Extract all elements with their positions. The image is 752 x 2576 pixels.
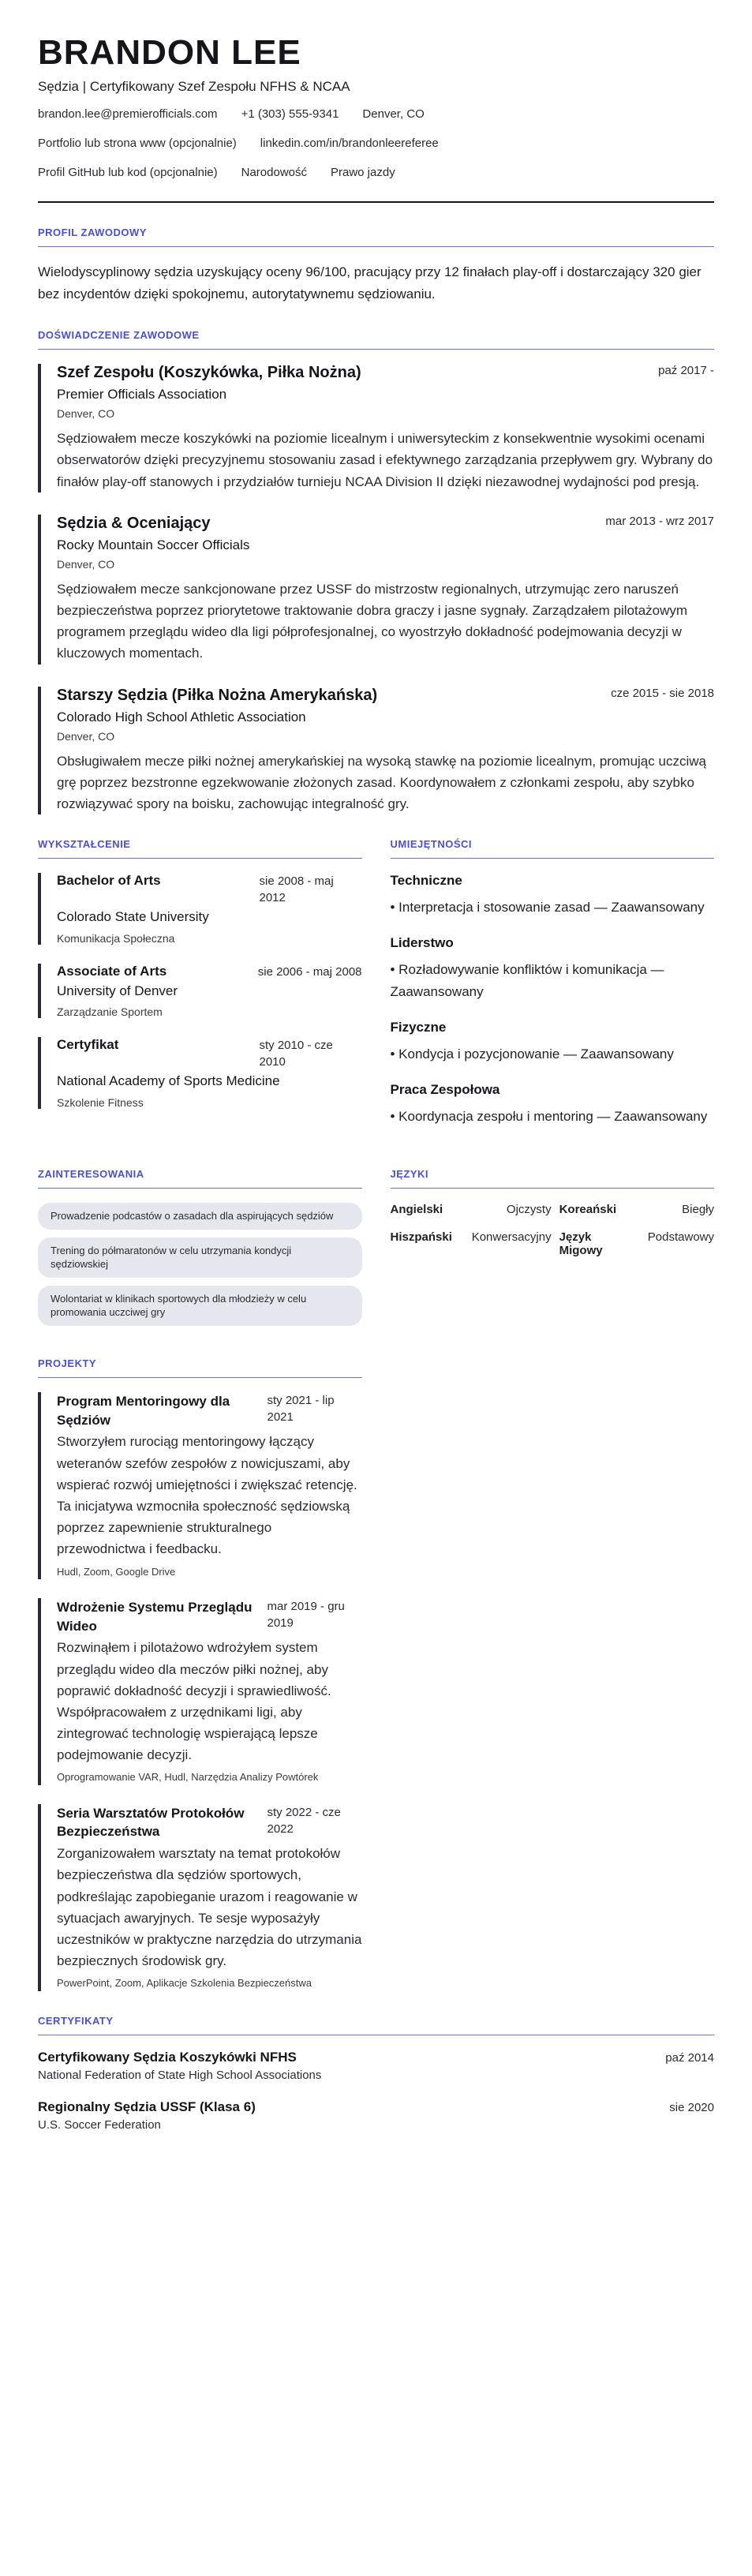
education-entry (38, 873, 362, 945)
language-level: Biegły (682, 1203, 714, 1217)
project-date: sty 2022 - cze 2022 (267, 1805, 341, 1836)
skill-category: Fizyczne (390, 1019, 447, 1035)
experience-date: mar 2013 - wrz 2017 (605, 514, 714, 528)
education-degree: Associate of Arts (57, 963, 167, 979)
project-date: sty 2021 - lip 2021 (267, 1393, 335, 1424)
contact-email[interactable]: brandon.lee@premierofficials.com (38, 107, 218, 122)
languages-grid (391, 1203, 715, 1257)
project-description: Stworzyłem rurociąg mentoringowy łączący weteranów szefów zespołów z nowicjuszami, aby wspierać rozwój umiejętności i zwiększać retencję. Ta inicjatywa wzmocniła społeczność sędziowską poprzez zapewnienie strukturalnego przewodnictwa i feedbacku. (57, 1434, 357, 1557)
experience-date: cze 2015 - sie 2018 (611, 686, 714, 700)
language-level: Podstawowy (647, 1230, 714, 1245)
experience-location: Denver, CO (57, 407, 115, 421)
experience-location: Denver, CO (57, 557, 115, 571)
skill-category: Liderstwo (390, 935, 454, 951)
contact-nationality: Narodowość (241, 166, 307, 180)
certification-issuer: U.S. Soccer Federation (38, 2117, 161, 2132)
interests-languages-row (38, 1168, 714, 1334)
certification-date: sie 2020 (669, 2100, 714, 2114)
experience-description: Sędziowałem mecze koszykówki na poziomie licealnym i uniwersyteckim z konsekwentnie wysokimi ocenami obserwatorów dzięki precyzyjnemu stosowaniu zasad i efektywnego zarządzania przepływem gry. Wybrany do finałów play-off stanowych i przydziałów turnieju NCAA Division II dzięki niezawodnej wydajności pod presją. (57, 431, 713, 489)
language-name: Hiszpański (390, 1230, 452, 1245)
profile-summary: Wielodyscyplinowy sędzia uzyskujący oceny 96/100, pracujący przy 12 finałach play-off i dostarczający 320 gier bez incydentów dzięki spokojnemu, autorytatywnemu sędziowaniu. (38, 264, 701, 302)
projects-column (38, 1357, 362, 2010)
education-school: University of Denver (57, 983, 178, 998)
contact-portfolio[interactable]: Portfolio lub strona www (opcjonalnie) (38, 137, 237, 151)
section-title-experience: DOŚWIADCZENIE ZAWODOWE (38, 329, 714, 350)
project-title: Program Mentoringowy dla Sędziów (57, 1393, 230, 1428)
education-date: sie 2006 - maj 2008 (257, 964, 362, 979)
education-field: Szkolenie Fitness (57, 1096, 144, 1110)
section-title-projects: PROJEKTY (38, 1357, 362, 1378)
skill-item: • Kondycja i pozycjonowanie — Zaawansowany (390, 1046, 674, 1061)
candidate-headline: Sędzia | Certyfikowany Szef Zespołu NFHS & NCAA (38, 79, 350, 95)
education-column (38, 838, 362, 1144)
contact-driving-license: Prawo jazdy (331, 166, 395, 180)
contact-row-2 (38, 137, 714, 150)
languages-column (391, 1168, 715, 1334)
interest-tag: Wolontariat w klinikach sportowych dla młodzieży w celu promowania uczciwej gry (38, 1286, 362, 1326)
education-skills-row (38, 838, 714, 1144)
education-date: sie 2008 - maj 2012 (259, 874, 334, 905)
experience-org: Rocky Mountain Soccer Officials (57, 537, 250, 552)
experience-org: Colorado High School Athletic Association (57, 709, 306, 724)
candidate-name: BRANDON LEE (38, 33, 301, 72)
section-title-certifications: CERTYFIKATY (38, 2015, 714, 2035)
skill-category: Praca Zespołowa (390, 1081, 500, 1097)
skills-column (391, 838, 715, 1144)
education-degree: Certyfikat (57, 1037, 119, 1053)
skill-item: • Rozładowywanie konfliktów i komunikacja — Zaawansowany (390, 962, 664, 999)
interests-column (38, 1168, 362, 1334)
project-title: Wdrożenie Systemu Przeglądu Wideo (57, 1599, 253, 1634)
section-title-interests: ZAINTERESOWANIA (38, 1168, 362, 1189)
experience-description: Sędziowałem mecze sankcjonowane przez USSF do mistrzostw regionalnych, utrzymując zero naruszeń bezpieczeństwa poprzez priorytetowe traktowanie dobra graczy i jasne sygnały. Zarządzałem pilotażowym programem przeglądu wideo dla ligi półprofesjonalnej, co wyostrzyło dokładność podejmowania decyzji w kluczowych momentach. (57, 581, 688, 661)
certification-entry (38, 2050, 714, 2082)
project-entry (38, 1392, 362, 1579)
contact-location: Denver, CO (362, 107, 425, 122)
experience-entry (38, 687, 714, 815)
language-level: Ojczysty (506, 1203, 552, 1217)
interest-tag: Trening do półmaratonów w celu utrzymania kondycji sędziowskiej (38, 1237, 362, 1278)
experience-entry (38, 364, 714, 492)
education-entry (38, 1037, 362, 1109)
skill-item: • Koordynacja zespołu i mentoring — Zaawansowany (390, 1108, 708, 1124)
education-date: sty 2010 - cze 2010 (259, 1039, 333, 1069)
experience-location: Denver, CO (57, 729, 115, 743)
education-entry (38, 964, 362, 1019)
section-title-education: WYKSZTAŁCENIE (38, 838, 362, 859)
experience-entry (38, 515, 714, 665)
skill-item: • Interpretacja i stosowanie zasad — Zaawansowany (390, 900, 705, 915)
contact-row-3 (38, 166, 714, 179)
project-date: mar 2019 - gru 2019 (267, 1599, 345, 1630)
language-level: Konwersacyjny (471, 1230, 552, 1245)
interest-tag: Prowadzenie podcastów o zasadach dla aspirujących sędziów (38, 1203, 362, 1230)
experience-description: Obsługiwałem mecze piłki nożnej amerykańskiej na wysoką stawkę na poziomie licealnym, promując uczciwą grę poprzez bezstronne egzekwowanie złożonych zasad. Koordynowałem z członkami zespołu, aby szybko rozwiązywać spory na boisku, zachowując integralność gry. (57, 753, 706, 811)
contact-github[interactable]: Profil GitHub lub kod (opcjonalnie) (38, 166, 218, 180)
language-name: Angielski (390, 1203, 443, 1217)
certification-entry (38, 2099, 714, 2132)
certification-name: Certyfikowany Sędzia Koszykówki NFHS (38, 2049, 297, 2065)
education-school: National Academy of Sports Medicine (57, 1073, 280, 1089)
certification-issuer: National Federation of State High School Associations (38, 2068, 322, 2082)
projects-empty-column (391, 1357, 715, 2010)
certification-name: Regionalny Sędzia USSF (Klasa 6) (38, 2099, 256, 2114)
education-field: Zarządzanie Sportem (57, 1005, 163, 1019)
project-entry (38, 1598, 362, 1785)
contact-phone[interactable]: +1 (303) 555-9341 (241, 107, 339, 122)
experience-org: Premier Officials Association (57, 387, 227, 402)
project-entry (38, 1804, 362, 1991)
project-description: Rozwinąłem i pilotażowo wdrożyłem system przeglądu wideo dla meczów piłki nożnej, aby poprawić dokładność decyzji i sprawiedliwość. Współpracowałem z urzędnikami ligi, aby zintegrować technologię wspierającą lepsze podejmowanie decyzji. (57, 1640, 331, 1763)
certification-date: paź 2014 (665, 2050, 714, 2065)
project-tools: Oprogramowanie VAR, Hudl, Narzędzia Analizy Powtórek (57, 1771, 319, 1784)
project-description: Zorganizowałem warsztaty na temat protokołów bezpieczeństwa dla sędziów sportowych, podkreślając zapobieganie urazom i reagowanie w sytuacjach awaryjnych. Te sesje wyposażyły uczestników w praktyczne narzędzia do utrzymania bezpiecznych środowisk gry. (57, 1846, 362, 1969)
section-title-skills: UMIEJĘTNOŚCI (391, 838, 715, 859)
experience-role: Starszy Sędzia (Piłka Nożna Amerykańska) (57, 686, 378, 704)
contact-row-1 (38, 107, 714, 121)
project-tools: PowerPoint, Zoom, Aplikacje Szkolenia Bezpieczeństwa (57, 1977, 312, 1990)
project-tools: Hudl, Zoom, Google Drive (57, 1565, 176, 1578)
experience-role: Sędzia & Oceniający (57, 514, 211, 532)
header-divider (38, 201, 714, 203)
language-name: Język Migowy (559, 1230, 603, 1258)
experience-role: Szef Zespołu (Koszykówka, Piłka Nożna) (57, 364, 361, 382)
language-name: Koreański (559, 1203, 617, 1217)
education-school: Colorado State University (57, 909, 209, 925)
experience-date: paź 2017 - (658, 364, 714, 378)
section-title-languages: JĘZYKI (391, 1168, 715, 1189)
contact-linkedin[interactable]: linkedin.com/in/brandonleereferee (260, 137, 439, 151)
projects-row (38, 1357, 714, 2010)
education-degree: Bachelor of Arts (57, 873, 161, 889)
section-title-profile: PROFIL ZAWODOWY (38, 227, 714, 247)
project-title: Seria Warsztatów Protokołów Bezpieczeństwa (57, 1805, 245, 1840)
skill-category: Techniczne (390, 873, 462, 889)
education-field: Komunikacja Społeczna (57, 931, 175, 945)
